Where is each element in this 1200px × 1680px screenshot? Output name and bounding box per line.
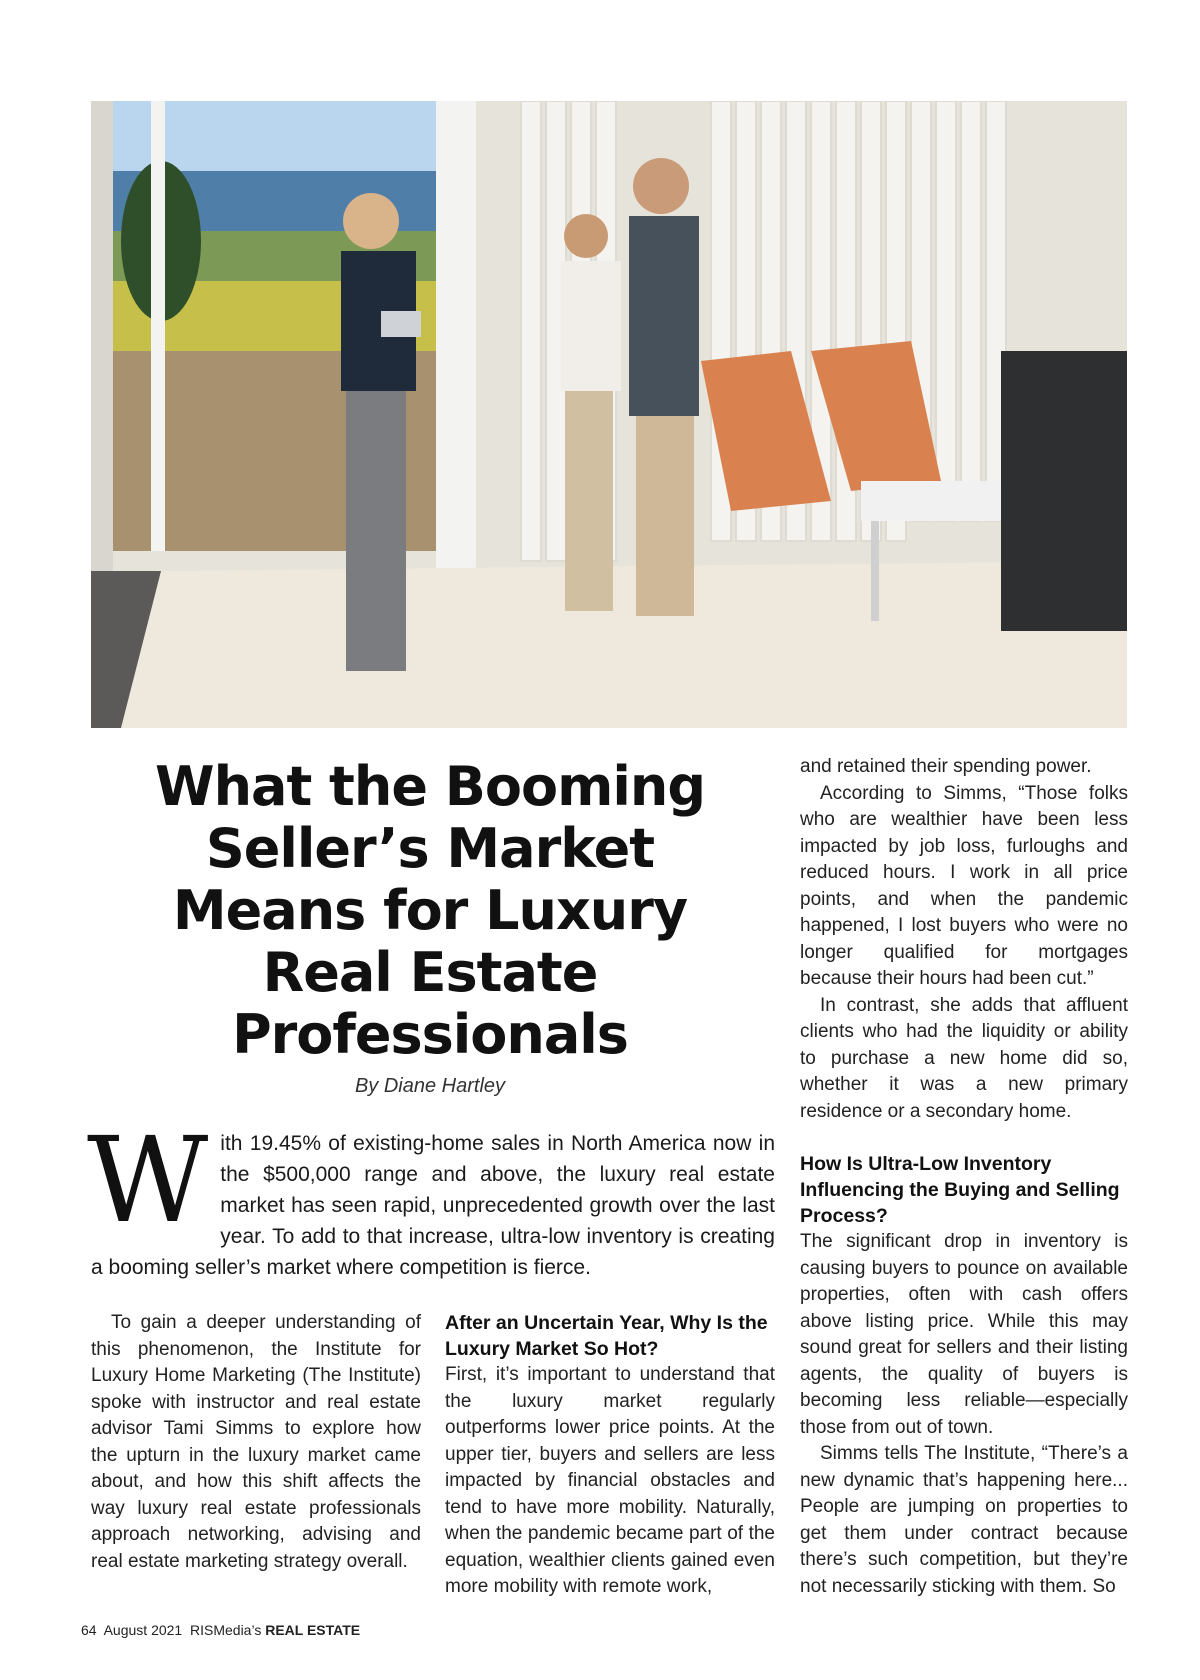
paragraph: According to Simms, “Those folks who are wealthier have been less impacted by job loss, furloughs and reduced hours. I work in all price points, and when the pandemic happened, I lost buyers who were no longer qualified for mortgages because their hours had been cut.”: [800, 782, 1128, 989]
paragraph: Simms tells The Institute, “There’s a new dynamic that’s happening here... People are jumping on properties to get them under contract because there’s such competition, but they’re not necessarily sticking with them. So: [800, 1443, 1128, 1597]
article-headline: [100, 756, 760, 1066]
headline-line: Seller’s Market: [205, 817, 655, 880]
paragraph: To gain a deeper understanding of this phenomenon, the Institute for Luxury Home Marketing (The Institute) spoke with instructor and real estate advisor Tami Simms to explore how the upturn in the luxury market came about, and how this shift affects the way luxury real estate professionals approach networking, advising and real estate marketing strategy overall.: [91, 1312, 421, 1572]
paragraph: In contrast, she adds that affluent clients who had the liquidity or ability to purchase a new home did so, whether it was a new primary residence or a secondary home.: [800, 994, 1128, 1122]
author-byline: By Diane Hartley: [354, 1075, 506, 1097]
headline-line: Professionals: [232, 1003, 628, 1066]
issue-date: August 2021: [103, 1622, 183, 1638]
paragraph: The significant drop in inventory is causing buyers to pounce on available properties, often with cash offers above listing price. While this may sound great for sellers and their listing agents, the quality of buyers is becoming less reliable—especially those from out of town.: [800, 1231, 1128, 1438]
section-heading: After an Uncertain Year, Why Is the Luxury Market So Hot?: [445, 1312, 768, 1360]
drop-cap: W: [87, 1111, 209, 1249]
intro-text: ith 19.45% of existing-home sales in North America now in the $500,000 range and above, the luxury real estate market has seen rapid, unprecedented growth over the last year. To add to that increase, ultra-low inventory is creating a booming seller’s market where competition is fierce.: [91, 1132, 775, 1279]
paragraph: and retained their spending power.: [800, 756, 1092, 777]
paragraph: First, it’s important to understand that the luxury market regularly outperforms lower price points. At the upper tier, buyers and sellers are less impacted by financial obstacles and tend to have more mobility. Naturally, when the pandemic became part of the equation, wealthier clients gained even more mobility with remote work,: [445, 1364, 775, 1597]
column-2: [445, 1310, 775, 1601]
column-1: [91, 1310, 421, 1575]
hero-photo: [91, 101, 1127, 728]
intro-paragraph: [87, 1111, 775, 1283]
brand-name: RISMedia’s: [190, 1622, 262, 1638]
page-footer: [81, 1622, 360, 1638]
headline-line: Means for Luxury: [172, 879, 688, 942]
headline-line: What the Booming: [155, 755, 705, 818]
column-3: [800, 754, 1128, 1600]
headline-line: Real Estate: [262, 941, 598, 1004]
photo-icon: [91, 101, 1127, 728]
section-heading: How Is Ultra-Low Inventory Influencing the Buying and Selling Process?: [800, 1153, 1120, 1227]
publication-name: REAL ESTATE: [265, 1622, 361, 1638]
page-number: 64: [81, 1622, 97, 1638]
